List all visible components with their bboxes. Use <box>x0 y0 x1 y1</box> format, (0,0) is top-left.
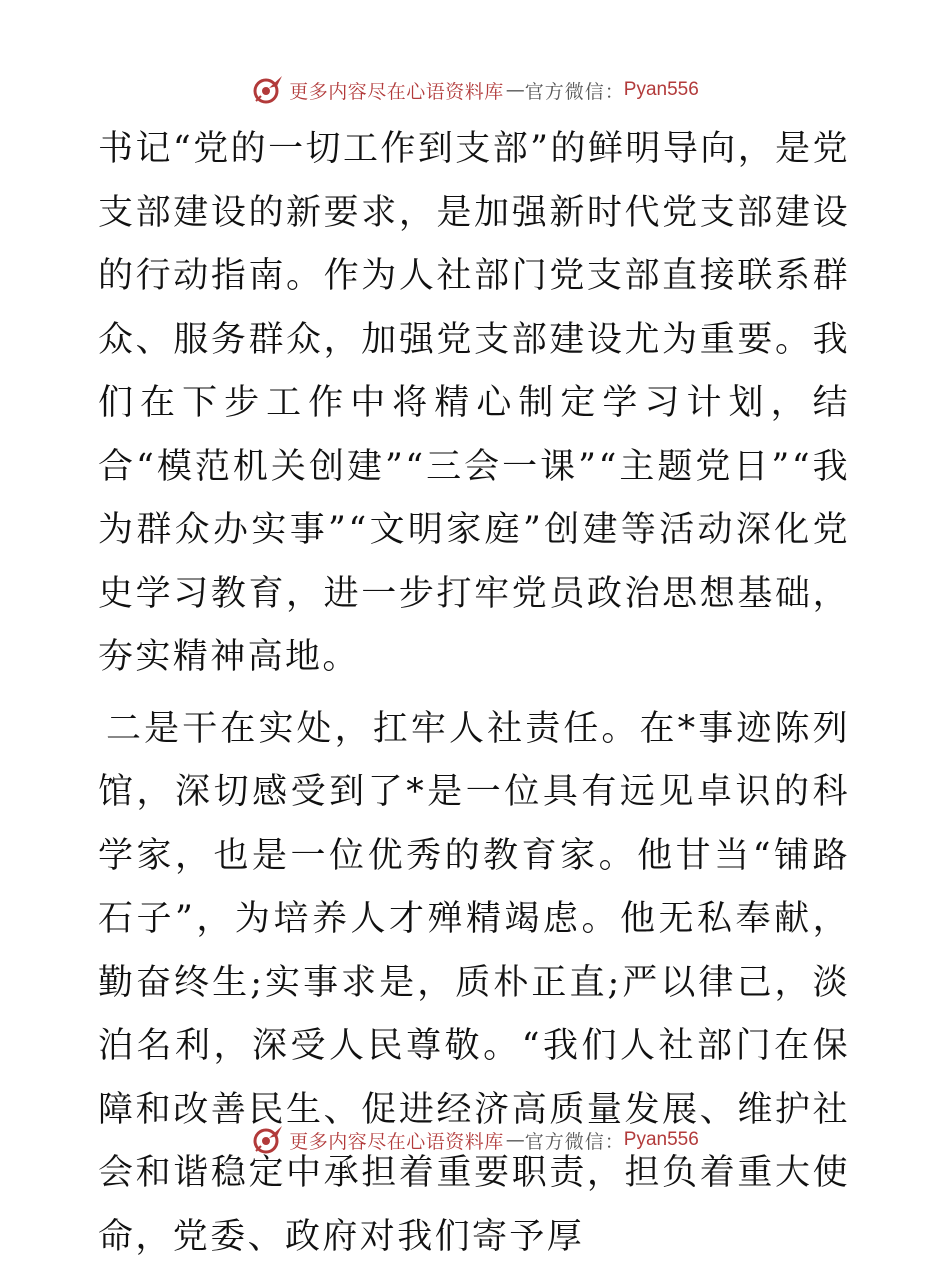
watermark-contact-label: 官方微信 <box>525 77 605 104</box>
quill-seal-icon <box>251 74 285 106</box>
watermark-contact-id: Pyan556 <box>624 79 699 101</box>
footer-watermark <box>0 1124 950 1156</box>
watermark-colon: ： <box>605 1127 624 1154</box>
watermark-text: 更多内容尽在心语资料库 <box>289 77 504 104</box>
header-watermark <box>0 74 950 106</box>
paragraph-1: 书记“党的一切工作到支部”的鲜明导向，是党支部建设的新要求，是加强新时代党支部建设的行动指南。作为人社部门党支部直接联系群众、服务群众，加强党支部建设尤为重要。我们在下步工作中将精心制定学习计划，结合“模范机关创建”“三会一课”“主题党日”“我为群众办实事”“文明家庭”创建等活动深化党史学习教育，进一步打牢党员政治思想基础，夯实精神高地。 <box>98 118 850 690</box>
watermark-text: 更多内容尽在心语资料库 <box>289 1127 504 1154</box>
watermark-contact-label: 官方微信 <box>525 1127 605 1154</box>
document-body <box>98 118 850 1269</box>
quill-seal-icon <box>251 1124 285 1156</box>
watermark-separator: — <box>506 79 525 101</box>
paragraph-2: 二是干在实处，扛牢人社责任。在*事迹陈列馆，深切感受到了*是一位具有远见卓识的科学家，也是一位优秀的教育家。他甘当“铺路石子”，为培养人才殚精竭虑。他无私奉献，勤奋终生;实事求是，质朴正直;严以律己，淡泊名利，深受人民尊敬。“我们人社部门在保障和改善民生、促进经济高质量发展、维护社会和谐稳定中承担着重要职责，担负着重大使命，党委、政府对我们寄予厚 <box>98 698 850 1269</box>
watermark-separator: — <box>506 1129 525 1151</box>
watermark-contact-id: Pyan556 <box>624 1129 699 1151</box>
watermark-colon: ： <box>605 77 624 104</box>
